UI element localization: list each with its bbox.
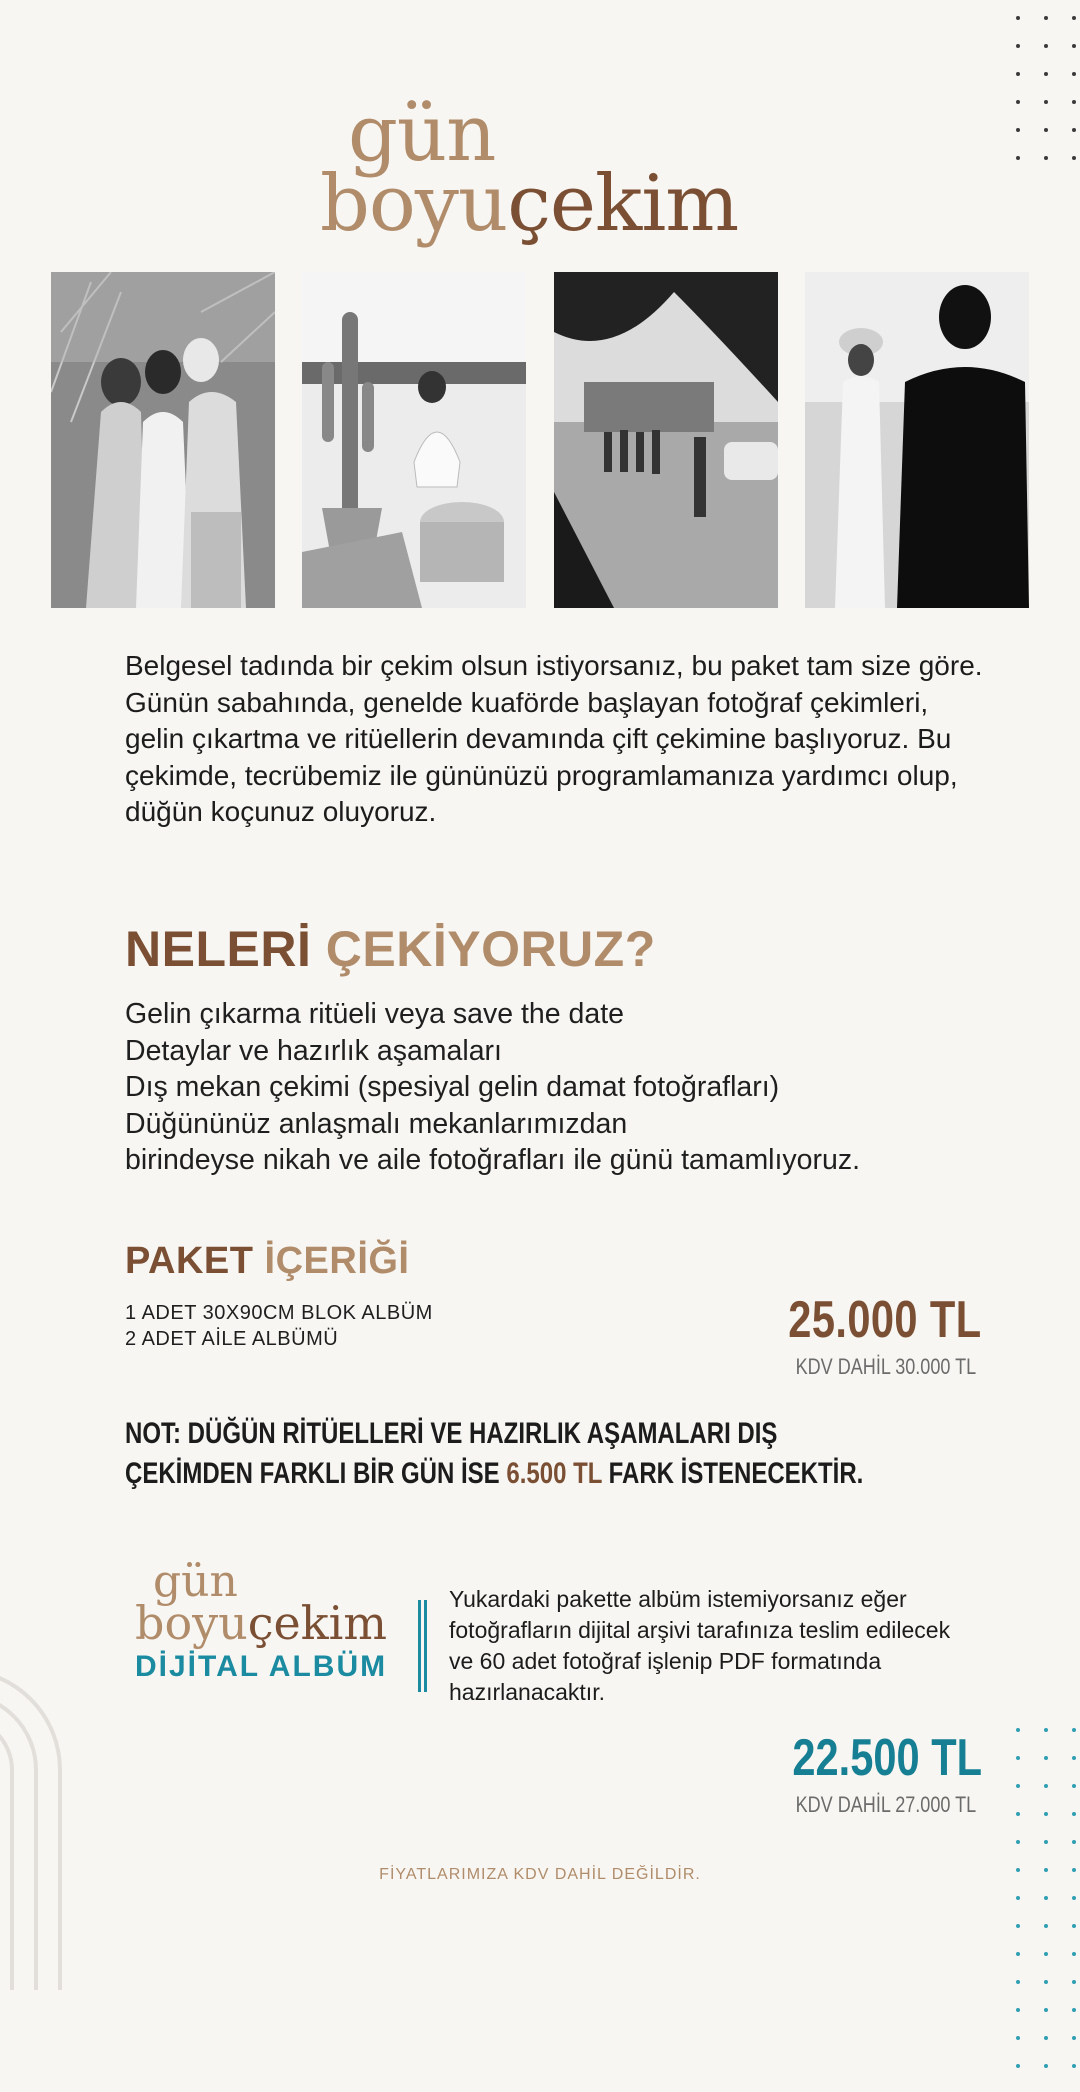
list-item: birindeyse nikah ve aile fotoğrafları ile günü tamamlıyoruz. — [125, 1144, 861, 1176]
photo-groom-party — [554, 272, 778, 608]
dot-grid-decoration — [1016, 16, 1080, 184]
package-price-vat-note: KDV DAHİL 30.000 TL — [795, 1354, 976, 1379]
digital-album-price: 22.500 TL — [792, 1729, 982, 1787]
divider-bars — [418, 1600, 428, 1692]
photo-couple — [805, 272, 1029, 608]
arc-lines-decoration — [0, 1570, 80, 1990]
list-item: Dış mekan çekimi (spesiyal gelin damat fotoğrafları) — [125, 1071, 780, 1103]
logo-line-2: boyuçekim — [320, 159, 739, 249]
digital-album-vat-note: KDV DAHİL 27.000 TL — [795, 1792, 976, 1817]
intro-paragraph: Belgesel tadında bir çekim olsun istiyorsanız, bu paket tam size göre. Günün sabahında, genelde kuaförde başlayan fotoğraf çekimleri, gelin çıkartma ve ritüellerin devamında çift çekimine başlıyoruz. Bu çekimde, tecrübemiz ile gününüzü programlamanıza yardımcı olup, düğün koçunuz oluyoruz. — [125, 650, 983, 827]
dot-grid-decoration-teal — [1016, 1728, 1080, 2092]
photo-bride-cactus — [302, 272, 526, 608]
logo-line-1: gün — [348, 89, 496, 179]
services-list — [125, 996, 860, 1179]
photo-family — [51, 272, 275, 608]
brand-logo — [320, 89, 739, 249]
footer-vat-notice: FİYATLARIMIZA KDV DAHİL DEĞİLDİR. — [379, 1866, 701, 1883]
list-item: Düğününüz anlaşmalı mekanlarımızdan — [125, 1107, 628, 1140]
package-price: 25.000 TL — [788, 1291, 982, 1349]
digital-album-description: Yukardaki pakette albüm istemiyorsanız eğer fotoğrafların dijital arşivi tarafınıza teslim edilecek ve 60 adet fotoğraf işlenip PDF formatında hazırlanacaktır. — [449, 1586, 951, 1705]
section-heading-neleri: NELERİ ÇEKİYORUZ? — [125, 921, 656, 977]
package-item: 1 ADET 30X90CM BLOK ALBÜM — [125, 1302, 433, 1324]
digital-album-label: DİJİTAL ALBÜM — [135, 1650, 388, 1683]
list-item: Detaylar ve hazırlık aşamaları — [125, 1034, 502, 1067]
section-heading-paket: PAKET İÇERİĞİ — [125, 1240, 410, 1282]
package-items — [125, 1300, 433, 1352]
ritual-note: NOT: DÜĞÜN RİTÜELLERİ VE HAZIRLIK AŞAMALARI DIŞ ÇEKİMDEN FARKLI BİR GÜN İSE 6.500 TL FARK İSTENECEKTİR. — [125, 1417, 864, 1490]
list-item: Gelin çıkarma ritüeli veya save the date — [125, 998, 624, 1030]
digital-album-logo: gün boyuçekim DİJİTAL ALBÜM — [135, 1556, 388, 1683]
note-accent-price: 6.500 TL — [506, 1457, 602, 1490]
package-item: 2 ADET AİLE ALBÜMÜ — [125, 1328, 339, 1350]
